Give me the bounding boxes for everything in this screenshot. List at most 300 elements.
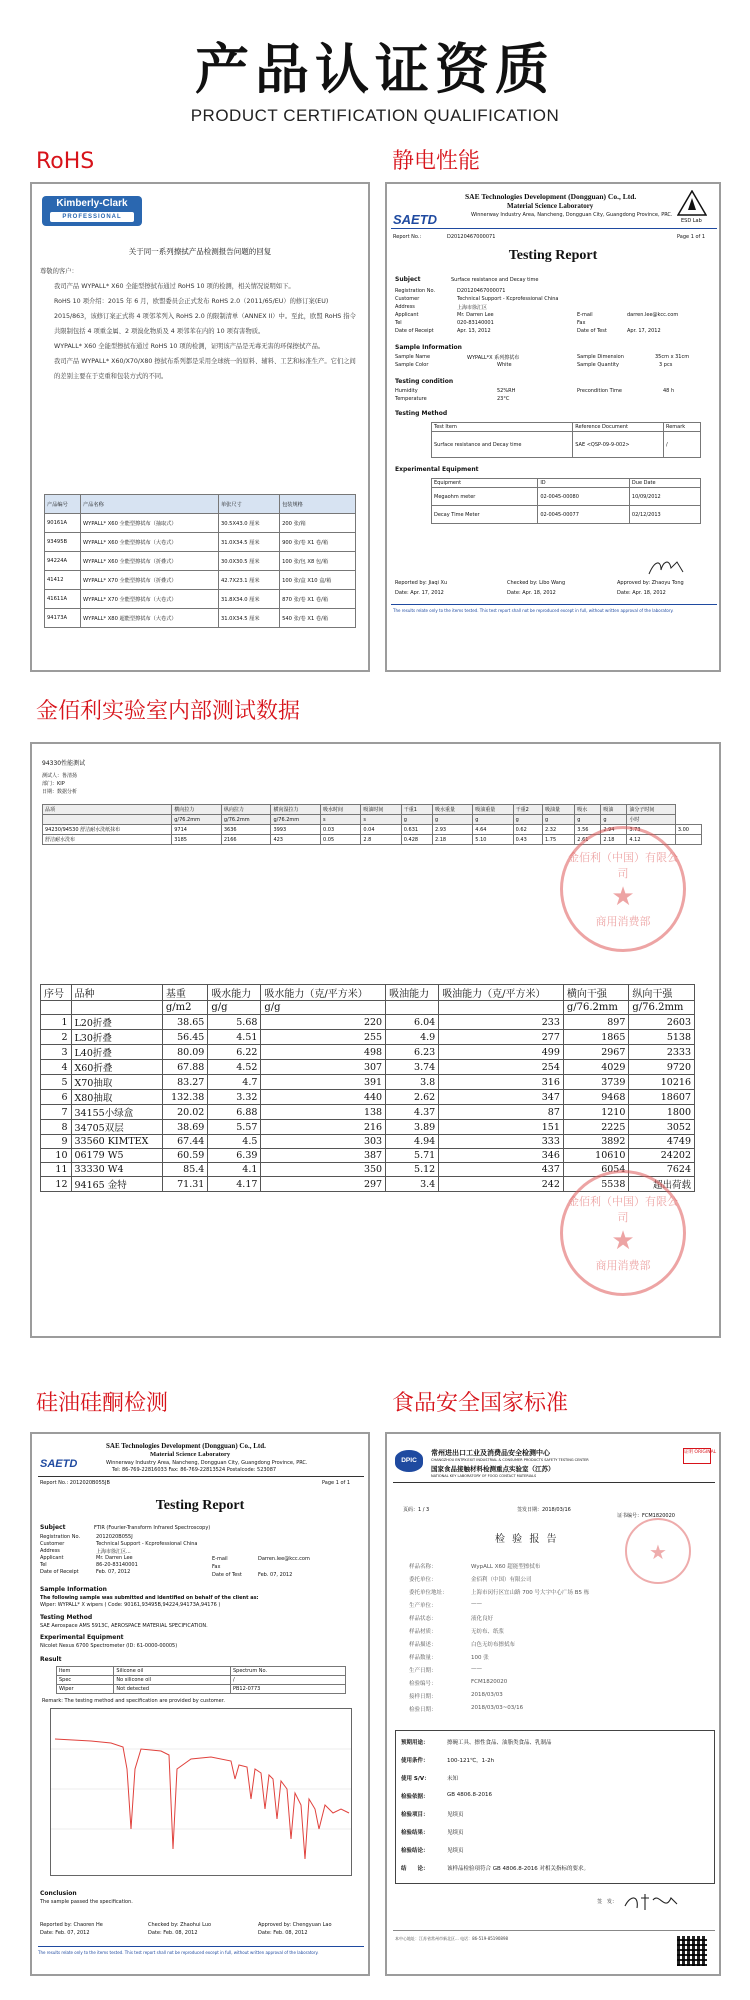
lab-top-cell: 2.94 (601, 825, 627, 835)
lab-table-cell: 横向干强 (563, 985, 629, 1001)
lab-table-cell: 3.89 (386, 1120, 439, 1135)
food-field-label: 样品材质： (409, 1629, 437, 1635)
lab-table-cell: 346 (439, 1149, 564, 1163)
lab-top-cell: g/76.2mm (172, 815, 222, 825)
lab-table-cell: 4749 (629, 1135, 695, 1149)
esd-checked-by: Checked by: Libo Wang (507, 580, 566, 586)
lab-top-cell: 吸油时间 (361, 805, 401, 815)
rohs-table-row (45, 514, 356, 533)
sil-result-cell: / (230, 1676, 345, 1685)
esd-equip-cell: Equipment (432, 479, 538, 488)
lab-table-cell: 品种 (71, 985, 162, 1001)
lab-table-cell: 9 (41, 1135, 72, 1149)
rohs-table-cell: WYPALL* X60 全能型擦拭布（折叠式） (81, 552, 219, 571)
lab-table-cell: 1 (41, 1015, 72, 1030)
page-title: 产品认证资质 (195, 38, 555, 101)
esd-equip-cell: ID (538, 479, 630, 488)
company-seal-1: 金佰利（中国）有限公司 ★ 商用消费部 (560, 826, 686, 952)
lab-table-cell: 3 (41, 1045, 72, 1060)
rohs-table-cell: 42.7X23.1 厘米 (218, 571, 279, 590)
lab-table-cell: 10216 (629, 1075, 695, 1090)
esd-method-cell: Reference Document (573, 423, 664, 432)
lab-table-cell: 80.09 (162, 1045, 207, 1060)
lab-table-cell: 60.59 (162, 1149, 207, 1163)
lab-table-cell: 6.39 (208, 1149, 261, 1163)
lab-table-row (41, 1120, 695, 1135)
lab-table-cell: 4029 (563, 1060, 629, 1075)
qr-code (677, 1936, 707, 1966)
lab-table-cell: 9468 (563, 1090, 629, 1105)
lab-table-cell: 10 (41, 1149, 72, 1163)
lab-table-cell: 350 (261, 1163, 386, 1177)
esd-equip-row (432, 479, 701, 488)
lab-top-cell: 3.00 (675, 825, 701, 835)
lab-department: 部门：KIP (42, 781, 65, 787)
lab-table-cell: 11 (41, 1163, 72, 1177)
sil-reported-by: Reported by: Chaoren He (40, 1922, 103, 1928)
lab-table-cell: 3.4 (386, 1177, 439, 1192)
sil-date-1: Date: Feb. 07, 2012 (40, 1930, 90, 1936)
food-box-value: 该样品检验项符合 GB 4806.8-2016 对相关指标的要求。 (447, 1866, 590, 1872)
sil-result-cell: Silicone oil (114, 1667, 231, 1676)
sil-field-label: Tel (40, 1562, 47, 1568)
page-header (0, 38, 750, 126)
lab-top-cell: s (361, 815, 401, 825)
lab-top-cell: 2.61 (575, 835, 601, 845)
food-box-label: 检验结果： (401, 1830, 429, 1836)
lab-table-cell: 超出荷载 (629, 1177, 695, 1192)
sil-fax-label: Fax (212, 1564, 221, 1570)
section-label-lab: 金佰利实验室内部测试数据 (36, 699, 301, 724)
rohs-table-cell: 94224A (45, 552, 81, 571)
lab-table-cell: 307 (261, 1060, 386, 1075)
rohs-table-row (45, 571, 356, 590)
sil-conclusion-title: Conclusion (40, 1890, 77, 1897)
food-field-label: 检验日期： (409, 1707, 437, 1713)
food-field-value: 上海市闵行区宜山路 700 号大宇中心广场 B5 栋 (471, 1590, 590, 1596)
esd-date-2: Date: Apr. 18, 2012 (507, 590, 556, 596)
lab-title: 94330性能测试 (42, 760, 86, 767)
lab-table-cell: 18607 (629, 1090, 695, 1105)
rohs-table-cell: 31.0X34.5 厘米 (218, 609, 279, 628)
kimberly-clark-logo: Kimberly-Clark PROFESSIONAL (42, 196, 142, 226)
lab-top-cell: 1.75 (543, 835, 575, 845)
lab-table-cell: 3.32 (208, 1090, 261, 1105)
sil-field-value: 2012020B055J (96, 1534, 133, 1540)
lab-table-cell: 132.38 (162, 1090, 207, 1105)
rohs-table-cell: 100 张/包 X8 包/箱 (280, 552, 356, 571)
sil-sample-name: Wiper: WYPALL* X wipers ( Code: 90161,93495B,94224,94173A,94176 ) (40, 1602, 221, 1608)
food-signature (621, 1890, 681, 1914)
rohs-greeting: 尊敬的客户： (40, 268, 78, 275)
esd-equip-cell: 10/09/2012 (629, 488, 700, 506)
food-field-value: 100 张 (471, 1655, 489, 1661)
lab-table-cell: X70抽取 (71, 1075, 162, 1090)
esd-sample-color: White (497, 362, 512, 368)
sil-sample-text: The following sample was submitted and identified on behalf of the client as: (40, 1595, 259, 1601)
esd-field-value: D20120467000071 (457, 288, 506, 294)
esd-equip-cell: Megaohm meter (432, 488, 538, 506)
rohs-table-cell: 单张尺寸 (218, 495, 279, 514)
esd-humidity-label: Humidity (395, 388, 418, 394)
lab-top-cell: g/76.2mm (221, 815, 271, 825)
lab-table-row (41, 1163, 695, 1177)
lab-table-cell: L40折叠 (71, 1045, 162, 1060)
lab-table-cell: 5138 (629, 1030, 695, 1045)
lab-top-cell: g (432, 815, 472, 825)
lab-table-cell: 06179 W5 (71, 1149, 162, 1163)
food-field-value: WypALL X60 超能型擦拭布 (471, 1564, 541, 1570)
rohs-document-frame (30, 182, 370, 672)
esd-equipment-title: Experimental Equipment (395, 466, 479, 473)
food-box-value: GB 4806.8-2016 (447, 1792, 493, 1798)
lab-top-cell: 品项 (43, 805, 172, 815)
section-label-silicone: 硅油硅酮检测 (36, 1391, 169, 1416)
lab-table-row (41, 985, 695, 1001)
rohs-table-cell: 产品名称 (81, 495, 219, 514)
food-footer: 本中心地址：江苏省常州市新北区... 电话：86-519-85190898 (395, 1936, 509, 1941)
food-field-label: 委托单位地址： (409, 1590, 448, 1596)
rohs-table-cell: WYPALL* X70 全能型擦拭布（折叠式） (81, 571, 219, 590)
lab-top-cell: 423 (271, 835, 321, 845)
lab-table-cell: 7 (41, 1105, 72, 1120)
lab-table-cell: 4.51 (208, 1030, 261, 1045)
sil-approved-by: Approved by: Chengyuan Lao (258, 1922, 332, 1928)
lab-table-cell: 387 (261, 1149, 386, 1163)
food-org-line3: NATIONAL KEY LABORATORY OF FOOD CONTACT MATERIALS (431, 1474, 537, 1478)
esd-sample-dim: 35cm x 31cm (655, 354, 690, 360)
sil-report-title: Testing Report (155, 1498, 245, 1513)
lab-table-cell: 2967 (563, 1045, 629, 1060)
sil-result-cell: Item (57, 1667, 114, 1676)
esd-report-no: D20120467000071 (447, 234, 496, 240)
rohs-doc-body (40, 264, 362, 384)
lab-table-cell: 10610 (563, 1149, 629, 1163)
lab-table-cell: g/g (261, 1001, 386, 1015)
esd-email: darren.lee@kcc.com (627, 312, 679, 318)
lab-table-cell: 4.1 (208, 1163, 261, 1177)
lab-top-cell: 4.64 (473, 825, 513, 835)
food-field-value: 无纺布、纸浆 (471, 1629, 505, 1635)
rohs-table-cell: 200 张/箱 (280, 514, 356, 533)
lab-table-cell: 67.88 (162, 1060, 207, 1075)
lab-table-cell: 24202 (629, 1149, 695, 1163)
sil-field-value: Mr. Darren Lee (96, 1555, 133, 1561)
lab-table-cell: 7624 (629, 1163, 695, 1177)
esd-dot: Apr. 17, 2012 (627, 328, 661, 334)
lab-table-cell: 897 (563, 1015, 629, 1030)
food-box-label: 检验项目： (401, 1812, 429, 1818)
food-org-line2: 国家食品接触材料检测重点实验室（江苏） (431, 1465, 555, 1473)
esd-field-value: Technical Support - Kcprofessional China (457, 296, 559, 302)
lab-table-cell: g/g (208, 1001, 261, 1015)
lab-top-cell: 0.05 (321, 835, 361, 845)
food-box-label: 检验结论： (401, 1848, 429, 1854)
food-field-value: —— (471, 1601, 482, 1607)
sil-checked-by: Checked by: Zhaohui Luo (148, 1922, 212, 1928)
dpic-logo: DPIC (395, 1450, 423, 1472)
lab-table-cell: 255 (261, 1030, 386, 1045)
esd-subject-label: Subject (395, 276, 421, 283)
ftir-spectrum-line (55, 1739, 349, 1859)
esd-method-cell: Surface resistance and Decay time (432, 432, 573, 458)
rohs-table-row (45, 590, 356, 609)
sil-tel: Tel: 86-769-22816033 Fax: 86-769-22813524 Postalcode: 523087 (112, 1467, 277, 1473)
section-label-rohs: RoHS (36, 149, 95, 174)
food-page-no: 页码：1 / 3 (403, 1507, 430, 1513)
lab-top-cell: s (321, 815, 361, 825)
lab-table-cell: 71.31 (162, 1177, 207, 1192)
food-field-label: 样品数量： (409, 1655, 437, 1661)
rohs-para-4: 我司产品 WYPALL* X60/X70/X80 擦拭布系列都是采用全球统一的原料、辅料、工艺和标准生产。它们之间的差别主要在于克重和包装方式的不同。 (54, 358, 356, 380)
food-box-label: 结 论： (401, 1866, 429, 1872)
sil-field-label: Registration No. (40, 1534, 81, 1540)
esd-sample-qty: 3 pcs (659, 362, 673, 368)
sil-result-table (56, 1666, 346, 1694)
lab-tester: 测试人：鲁清扬 (42, 773, 78, 779)
sil-result-cell: PB12-0773 (230, 1685, 345, 1694)
esd-equipment-table (431, 478, 701, 524)
esd-method-cell: SAE <QSP-09-9-002> (573, 432, 664, 458)
lab-table-cell: 5.12 (386, 1163, 439, 1177)
lab-table-cell: 4 (41, 1060, 72, 1075)
lab-table-cell: L30折叠 (71, 1030, 162, 1045)
lab-top-cell: 小时 (627, 815, 675, 825)
sil-result-cell: Wiper (57, 1685, 114, 1694)
lab-table-row (41, 1135, 695, 1149)
lab-table-cell (71, 1001, 162, 1015)
rohs-table-cell: 540 张/卷 X1 卷/箱 (280, 609, 356, 628)
esd-warning-icon (677, 190, 707, 216)
sil-result-cell: No silicone oil (114, 1676, 231, 1685)
sil-report-no: Report No.: 2012020B055JB (40, 1480, 110, 1486)
lab-top-cell: g (473, 815, 513, 825)
sil-chart-note: Remark: The testing method and specification are provided by customer. (42, 1698, 225, 1704)
sil-result-row (57, 1685, 346, 1694)
lab-top-cell: 2.18 (432, 835, 472, 845)
lab-table-cell: 纵向干强 (629, 985, 695, 1001)
esd-fax-label: Fax (577, 320, 586, 326)
food-box-label: 使用 S/V： (401, 1776, 430, 1782)
lab-top-cell: 9714 (172, 825, 222, 835)
lab-table-cell: 3052 (629, 1120, 695, 1135)
esd-field-label: Registration No. (395, 288, 436, 294)
sil-address: Winnerway Industry Area, Nancheng, Dongguan City, Guangdong Province, PRC. (106, 1460, 308, 1466)
lab-table-row (41, 1060, 695, 1075)
sil-result-cell: Spec (57, 1676, 114, 1685)
lab-table-cell: 1865 (563, 1030, 629, 1045)
lab-top-row (43, 815, 702, 825)
rohs-table-cell: 产品编号 (45, 495, 81, 514)
lab-table-cell: 吸油能力 (386, 985, 439, 1001)
lab-top-cell: 2.93 (432, 825, 472, 835)
lab-table-cell: 6.22 (208, 1045, 261, 1060)
sil-dot: Feb. 07, 2012 (258, 1572, 293, 1578)
lab-table-cell: 437 (439, 1163, 564, 1177)
lab-table-cell: 3892 (563, 1135, 629, 1149)
food-box-value: 100-121℃，1-2h (447, 1758, 495, 1764)
esd-field-label: Date of Receipt (395, 328, 434, 334)
lab-table-cell: 216 (261, 1120, 386, 1135)
ftir-spectrum-chart (50, 1708, 352, 1876)
lab-table-cell (386, 1001, 439, 1015)
lab-top-cell: 3993 (271, 825, 321, 835)
lab-table-cell: 56.45 (162, 1030, 207, 1045)
lab-table-row (41, 1045, 695, 1060)
lab-top-cell: g/76.2mm (271, 815, 321, 825)
lab-table-cell: 34705双层 (71, 1120, 162, 1135)
lab-top-cell: 5.10 (473, 835, 513, 845)
saetd-logo-2: SAETD (40, 1458, 78, 1470)
esd-field-label: Customer (395, 296, 420, 302)
esd-report-frame (385, 182, 721, 672)
food-field-label: 委托单位： (409, 1577, 437, 1583)
sil-email-label: E-mail (212, 1556, 228, 1562)
lab-table-cell: 33560 KIMTEX (71, 1135, 162, 1149)
lab-table-cell: 303 (261, 1135, 386, 1149)
sil-result-cell: Not detected (114, 1685, 231, 1694)
rohs-table-cell: WYPALL* X80 超能型擦拭布（大卷式） (81, 609, 219, 628)
lab-table-cell: 9720 (629, 1060, 695, 1075)
lab-table-cell: g/m2 (162, 1001, 207, 1015)
lab-table-cell: 87 (439, 1105, 564, 1120)
lab-table-cell: 440 (261, 1090, 386, 1105)
sil-field-value: 上海市徐汇区... (96, 1549, 131, 1555)
lab-table-cell: 233 (439, 1015, 564, 1030)
sil-field-value: Technical Support - Kcprofessional China (96, 1541, 198, 1547)
lab-top-cell: g (575, 815, 601, 825)
lab-table-cell: 254 (439, 1060, 564, 1075)
esd-temp-label: Temperature (395, 396, 427, 402)
esd-method-table (431, 422, 701, 458)
esd-field-label: Address (395, 304, 415, 310)
sil-field-label: Applicant (40, 1555, 64, 1561)
food-field-label: 生产单位： (409, 1603, 437, 1609)
lab-table-cell: 4.17 (208, 1177, 261, 1192)
rohs-table-cell: 100 张/盒 X10 盒/箱 (280, 571, 356, 590)
lab-table-cell: 2.62 (386, 1090, 439, 1105)
esd-subject: Surface resistance and Decay time (451, 277, 539, 283)
lab-table-cell: 33330 W4 (71, 1163, 162, 1177)
lab-table-cell: X80抽取 (71, 1090, 162, 1105)
lab-top-cell: g (401, 815, 432, 825)
food-field-label: 样品名称： (409, 1564, 437, 1570)
lab-table-cell: 6.23 (386, 1045, 439, 1060)
food-seal: ★ (625, 1518, 691, 1584)
lab-table-cell: 3.74 (386, 1060, 439, 1075)
food-field-label: 检验编号： (409, 1681, 437, 1687)
lab-top-cell: 3185 (172, 835, 222, 845)
rohs-table-cell: WYPALL* X60 全能型擦拭布（抽取式） (81, 514, 219, 533)
rohs-table-cell: 94173A (45, 609, 81, 628)
rohs-table-cell: 93495B (45, 533, 81, 552)
food-report-frame (385, 1432, 721, 1976)
lab-top-cell: g (513, 815, 542, 825)
lab-data-frame (30, 742, 721, 1338)
esd-field-value: Apr. 13, 2012 (457, 328, 491, 334)
esd-equip-cell: Due Date (629, 479, 700, 488)
lab-table-cell: 6 (41, 1090, 72, 1105)
esd-company: SAE Technologies Development (Dongguan) Co., Ltd. (465, 192, 637, 201)
rohs-table-cell: WYPALL* X70 全能型擦拭布（大卷式） (81, 590, 219, 609)
sil-method-text: SAE Aerospace AMS 5913C, AEROSPACE MATERIAL SPECIFICATION. (40, 1623, 208, 1629)
esd-method-row (432, 423, 701, 432)
lab-table-cell: 333 (439, 1135, 564, 1149)
lab-top-cell: 干重1 (401, 805, 432, 815)
lab-table-cell: 4.94 (386, 1135, 439, 1149)
food-field-value: FCM1820020 (471, 1679, 508, 1685)
lab-top-cell: 横向拉力 (172, 805, 222, 815)
lab-top-cell: 2166 (221, 835, 271, 845)
esd-equip-cell: 02-0045-00080 (538, 488, 630, 506)
lab-top-cell (675, 835, 701, 845)
lab-top-cell: 4.12 (627, 835, 675, 845)
lab-table-cell: 8 (41, 1120, 72, 1135)
lab-top-cell: 3636 (221, 825, 271, 835)
section-label-esd: 静电性能 (392, 149, 481, 174)
lab-top-cell: 吸水时间 (321, 805, 361, 815)
saetd-logo: SAETD (393, 212, 438, 227)
lab-table-cell: 38.69 (162, 1120, 207, 1135)
food-field-value: 2018/03/03 (471, 1692, 503, 1698)
food-issue-date: 签发日期：2018/03/16 (517, 1507, 571, 1513)
lab-table-row (41, 1075, 695, 1090)
lab-main-table (40, 984, 695, 1192)
lab-top-row (43, 805, 702, 815)
esd-precond: 48 h (663, 388, 675, 394)
lab-table-cell: 2333 (629, 1045, 695, 1060)
lab-table-cell: 2603 (629, 1015, 695, 1030)
sil-lab-name: Material Science Laboratory (150, 1451, 231, 1458)
food-field-label: 样品描述： (409, 1642, 437, 1648)
esd-method-cell: Remark (663, 423, 700, 432)
lab-top-cell: g (543, 815, 575, 825)
esd-temp: 23°C (497, 396, 510, 402)
esd-field-value: Mr. Darren Lee (457, 312, 494, 318)
lab-table-cell: 498 (261, 1045, 386, 1060)
lab-table-cell: 基重 (162, 985, 207, 1001)
lab-table-cell: 5.57 (208, 1120, 261, 1135)
lab-top-cell: g (601, 815, 627, 825)
page-subtitle: PRODUCT CERTIFICATION QUALIFICATION (190, 106, 560, 125)
lab-table-cell: 2225 (563, 1120, 629, 1135)
esd-lab-label: ESD Lab (681, 218, 702, 224)
sil-field-value: Feb. 07, 2012 (96, 1569, 131, 1575)
food-box-label: 使用条件： (401, 1758, 429, 1764)
food-field-value: 金佰利（中国）有限公司 (471, 1577, 532, 1583)
rohs-table-row (45, 533, 356, 552)
rohs-table-row (45, 552, 356, 571)
lab-table-cell: 5538 (563, 1177, 629, 1192)
esd-reported-by: Reported by: Jiaqi Xu (395, 580, 448, 586)
food-org-name: 常州进出口工业及消费品安全检测中心 (431, 1449, 550, 1457)
esd-field-label: Tel (395, 320, 402, 326)
lab-top-cell (43, 815, 172, 825)
rohs-table-cell: 包装规格 (280, 495, 356, 514)
esd-field-value: 020-83140001 (457, 320, 494, 326)
food-field-label: 生产日期： (409, 1668, 437, 1674)
lab-table-cell: 297 (261, 1177, 386, 1192)
rohs-table-cell: 31.8X34.0 厘米 (218, 590, 279, 609)
food-sign-label: 签 发： (597, 1899, 618, 1905)
lab-table-cell: 67.44 (162, 1135, 207, 1149)
lab-top-cell: 0.04 (361, 825, 401, 835)
lab-table-cell: 1210 (563, 1105, 629, 1120)
lab-table-cell: 347 (439, 1090, 564, 1105)
lab-table-row (41, 1149, 695, 1163)
esd-report-no-label: Report No.: (393, 234, 422, 240)
rohs-product-table (44, 494, 356, 628)
